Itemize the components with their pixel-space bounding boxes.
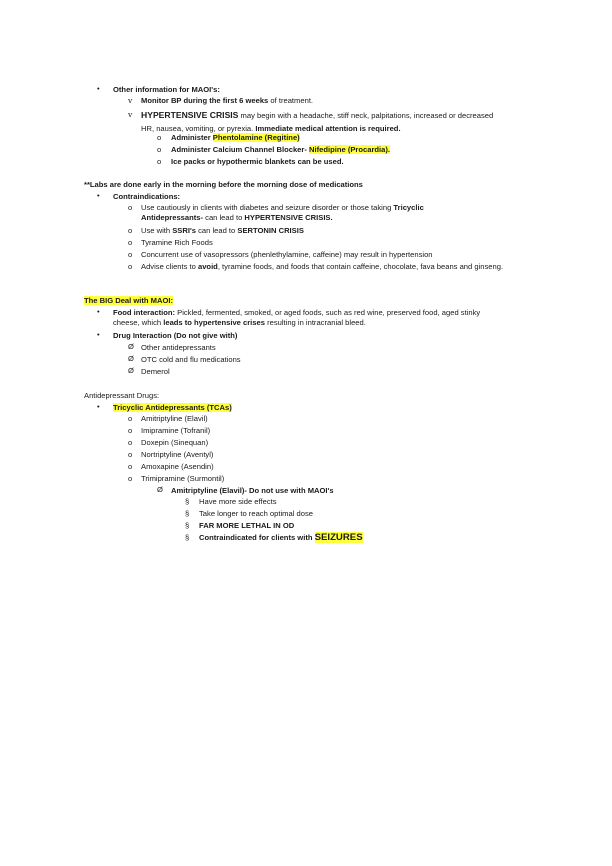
maoi-sub-item-1: Administer Phentolamine (Regitine) — [171, 133, 300, 142]
elavil-item: Take longer to reach optimal dose — [199, 509, 313, 518]
maoi-sub-item-3: Ice packs or hypothermic blankets can be used. — [171, 157, 344, 166]
food-interaction: Food interaction: Pickled, fermented, smoked, or aged foods, such as red wine, preserved food, aged stinky cheese, which leads to hypertensive crises resulting in intracranial bleed. — [113, 308, 481, 327]
circle-bullet-icon: o — [128, 203, 133, 212]
circle-bullet-icon: o — [128, 426, 133, 435]
tca-item: Amitriptyline (Elavil) — [141, 414, 208, 423]
bullet-icon: • — [97, 191, 100, 200]
circle-bullet-icon: o — [157, 157, 162, 166]
bullet-icon: • — [97, 402, 100, 411]
maoi-info-item-2: HYPERTENSIVE CRISIS may begin with a headache, stiff neck, palpitations, increased or decreased HR, nausea, vomiting, or pyrexia. Immediate medical attention is required. — [141, 110, 494, 133]
elavil-item: Have more side effects — [199, 497, 277, 506]
tca-item: Doxepin (Sinequan) — [141, 438, 209, 447]
circle-bullet-icon: o — [128, 438, 133, 447]
contra-item-1: Use cautiously in clients with diabetes and seizure disorder or those taking Tricyclic Antidepressants- can lead to HYPERTENSIVE CRISIS. — [141, 203, 424, 222]
bullet-icon: • — [97, 330, 100, 339]
maoi-sub-item-2: Administer Calcium Channel Blocker- Nifedipine (Procardia). — [171, 145, 391, 154]
drug-item: OTC cold and flu medications — [141, 355, 241, 364]
bullet-icon: • — [97, 307, 100, 316]
null-bullet-icon: Ø — [128, 366, 134, 375]
circle-bullet-icon: o — [128, 474, 133, 483]
big-deal-heading: The BIG Deal with MAOI: — [84, 296, 174, 305]
circle-bullet-icon: o — [128, 414, 133, 423]
labs-note: **Labs are done early in the morning before the morning dose of medications — [84, 180, 363, 189]
section-bullet-icon: § — [185, 521, 190, 530]
null-bullet-icon: Ø — [128, 354, 134, 363]
tca-item: Nortriptyline (Aventyl) — [141, 450, 214, 459]
section-bullet-icon: § — [185, 497, 190, 506]
tca-item: Trimipramine (Surmontil) — [141, 474, 225, 483]
drug-item: Other antidepressants — [141, 343, 216, 352]
tca-item: Amoxapine (Asendin) — [141, 462, 214, 471]
circle-bullet-icon: o — [128, 250, 133, 259]
drug-item: Demerol — [141, 367, 170, 376]
circle-bullet-icon: o — [128, 462, 133, 471]
circle-bullet-icon: o — [157, 133, 162, 142]
section-bullet-icon: § — [185, 533, 190, 542]
drug-interaction-heading: Drug Interaction (Do not give with) — [113, 331, 238, 340]
circle-bullet-icon: o — [128, 226, 133, 235]
contraindications-heading: Contraindications: — [113, 192, 181, 201]
contra-item-3: Tyramine Rich Foods — [141, 238, 213, 247]
contra-item-4: Concurrent use of vasopressors (phenlethylamine, caffeine) may result in hypertension — [141, 250, 433, 259]
elavil-item-seizures: Contraindicated for clients with SEIZURES — [199, 532, 363, 543]
tca-item: Imipramine (Tofranil) — [141, 426, 211, 435]
v-bullet-icon: v — [128, 96, 133, 105]
elavil-heading: Amitriptyline (Elavil)- Do not use with MAOI's — [171, 486, 334, 495]
maoi-info-heading: Other information for MAOI's: — [113, 85, 220, 94]
null-bullet-icon: Ø — [128, 342, 134, 351]
contra-item-2: Use with SSRI's can lead to SERTONIN CRISIS — [141, 226, 304, 235]
bullet-icon: • — [97, 84, 100, 93]
tca-heading: Tricyclic Antidepressants (TCAs) — [113, 403, 232, 412]
elavil-item: FAR MORE LETHAL IN OD — [199, 521, 295, 530]
contra-item-5: Advise clients to avoid, tyramine foods, and foods that contain caffeine, chocolate, fava beans and ginseng. — [141, 262, 504, 271]
circle-bullet-icon: o — [128, 262, 133, 271]
null-bullet-icon: Ø — [157, 485, 163, 494]
section-bullet-icon: § — [185, 509, 190, 518]
circle-bullet-icon: o — [128, 238, 133, 247]
v-bullet-icon: v — [128, 110, 133, 119]
circle-bullet-icon: o — [128, 450, 133, 459]
circle-bullet-icon: o — [157, 145, 162, 154]
antidepressant-heading: Antidepressant Drugs: — [84, 391, 160, 400]
maoi-info-item-1: Monitor BP during the first 6 weeks of treatment. — [141, 96, 314, 105]
